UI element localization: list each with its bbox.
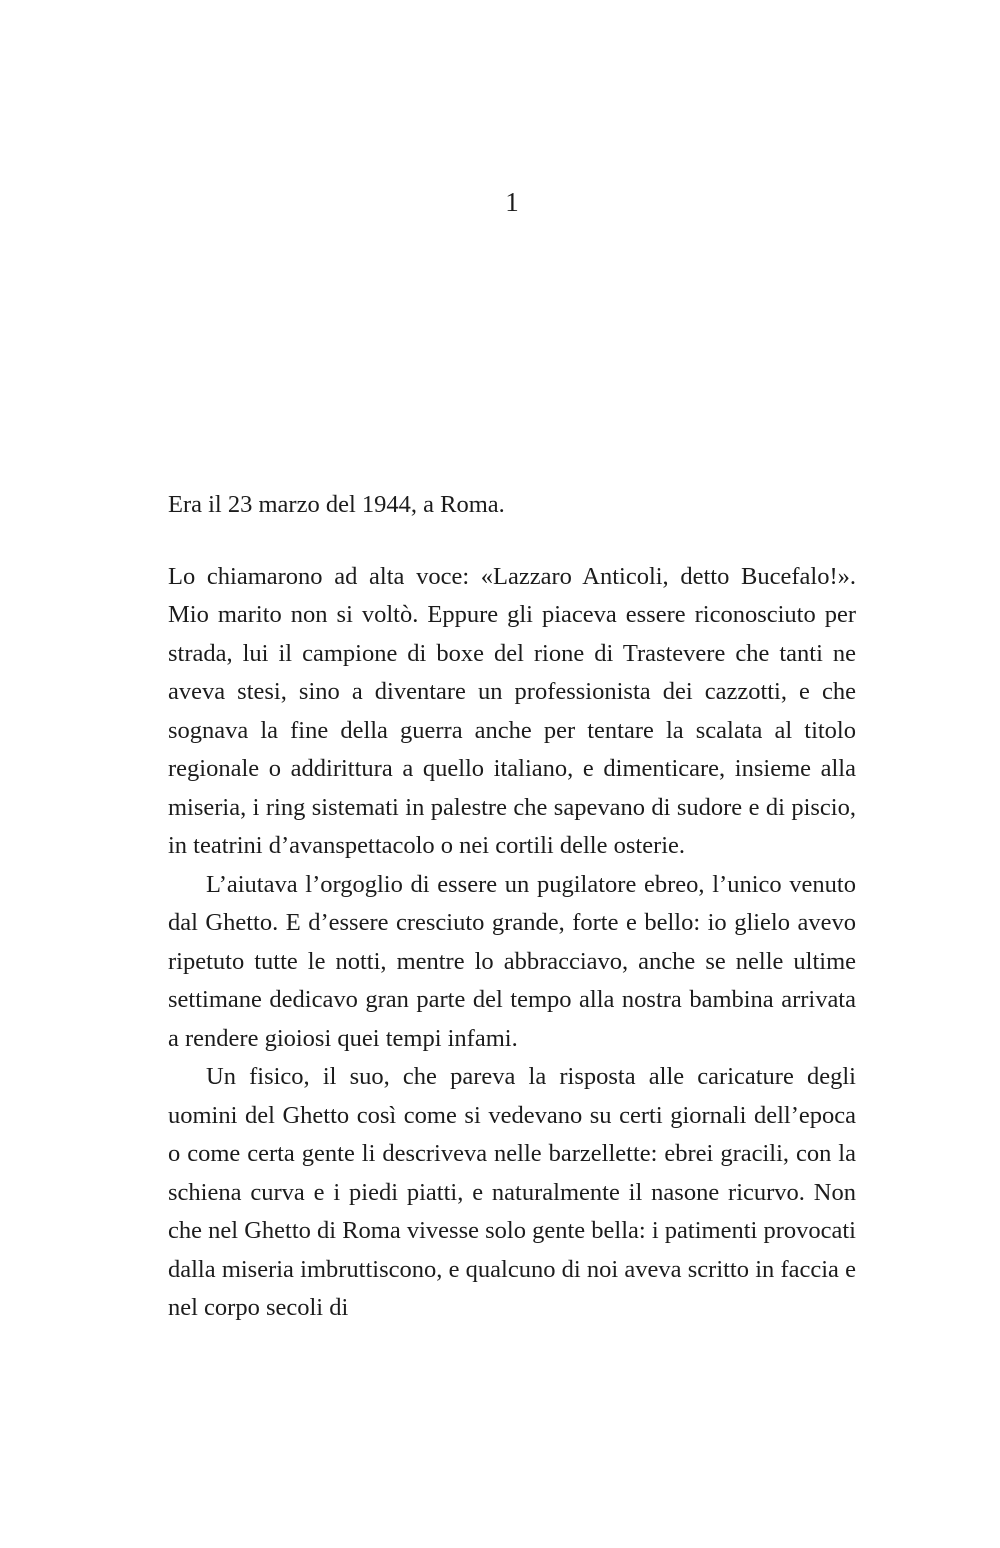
paragraph: Un fisico, il suo, che pareva la risposta alle caricature degli uomini del Ghetto così come si vedevano su certi giornali dell’epoca o come certa gente li descriveva nelle barzellette: ebrei gracili, con la schiena curva e i piedi piatti, e naturalmente il nasone ricurvo. Non che nel Ghetto di Roma vivesse solo gente bella: i patimenti provocati dalla miseria imbruttiscono, e qualcuno di noi aveva scritto in faccia e nel corpo secoli di bbox=[168, 1063, 856, 1321]
body-text bbox=[168, 486, 856, 1328]
paragraph: L’aiutava l’orgoglio di essere un pugilatore ebreo, l’unico venuto dal Ghetto. E d’essere cresciuto grande, forte e bello: io glielo avevo ripetuto tutte le notti, mentre lo abbracciavo, anche se nelle ultime settimane dedicavo gran parte del tempo alla nostra bambina arrivata a rendere gioiosi quei tempi infami. bbox=[168, 870, 856, 1052]
paragraph: Lo chiamarono ad alta voce: «Lazzaro Anticoli, detto Bucefalo!». Mio marito non si voltò. Eppure gli piaceva essere riconosciuto per strada, lui il campione di boxe del rione di Trastevere che tanti ne aveva stesi, sino a diventare un professionista dei cazzotti, e che sognava la fine della guerra anche per tentare la scalata al titolo regionale o addirittura a quello italiano, e dimenticare, insieme alla miseria, i ring sistemati in palestre che sapevano di sudore e di piscio, in teatrini d’avanspettacolo o nei cortili delle osterie. bbox=[168, 562, 856, 859]
opening-line: Era il 23 marzo del 1944, a Roma. bbox=[168, 491, 505, 518]
chapter-number: 1 bbox=[505, 187, 519, 217]
